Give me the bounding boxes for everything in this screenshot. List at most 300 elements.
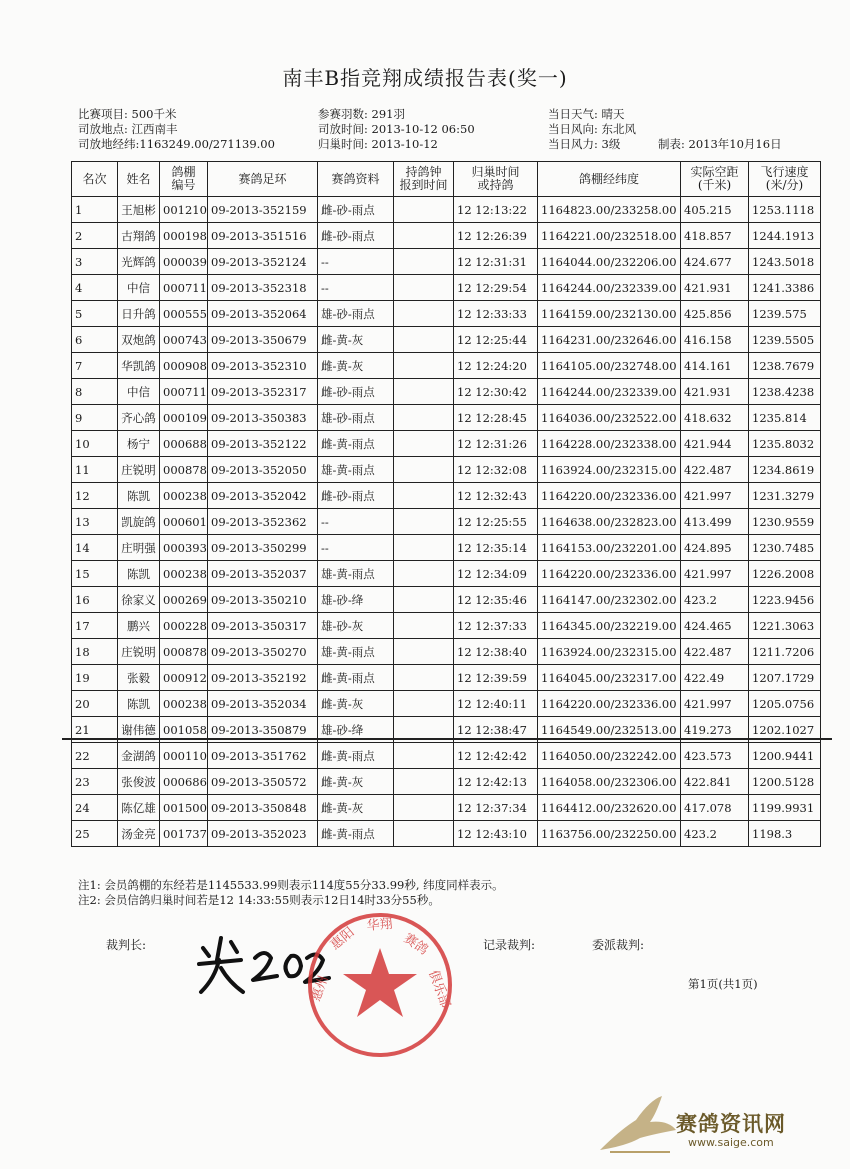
table-cell: 1239.575 [749,301,821,327]
return-time: 归巢时间: 2013-10-12 [318,137,438,151]
table-cell: 8 [72,379,118,405]
table-cell: 雄-黄-雨点 [318,561,394,587]
table-cell: 417.078 [681,795,749,821]
table-cell: 1239.5505 [749,327,821,353]
table-cell: 000269 [160,587,208,613]
table-cell: 1200.5128 [749,769,821,795]
wind-force: 当日风力: 3级 [548,137,621,151]
table-cell: 09-2013-352159 [208,197,318,223]
table-cell: 000711 [160,275,208,301]
table-row [72,197,821,223]
table-cell: 1200.9441 [749,743,821,769]
table-cell: 雄-黄-雨点 [318,639,394,665]
table-row [72,561,821,587]
table-cell: 422.487 [681,639,749,665]
results-table [71,161,821,847]
table-cell: 张毅 [118,665,160,691]
table-cell: 19 [72,665,118,691]
table-cell: 23 [72,769,118,795]
table-cell: 418.857 [681,223,749,249]
table-cell: 1164105.00/232748.00 [538,353,681,379]
table-cell: 09-2013-352192 [208,665,318,691]
table-cell: 1235.814 [749,405,821,431]
record-referee-label: 记录裁判: [483,938,536,952]
table-cell: 12 12:32:08 [454,457,538,483]
notes [78,878,504,908]
table-cell: 10 [72,431,118,457]
column-header: 赛鸽资料 [318,162,394,197]
table-cell: 421.997 [681,691,749,717]
table-cell [394,639,454,665]
table-row [72,275,821,301]
table-cell: 12 12:40:11 [454,691,538,717]
table-cell [394,665,454,691]
table-cell: 15 [72,561,118,587]
table-cell: 庄锐明 [118,457,160,483]
table-cell: 1164045.00/232317.00 [538,665,681,691]
table-cell: 1164044.00/232206.00 [538,249,681,275]
table-cell: 09-2013-350299 [208,535,318,561]
table-cell [394,457,454,483]
table-cell: 21 [72,717,118,743]
table-cell: 1164050.00/232242.00 [538,743,681,769]
column-header: 归巢时间 或持鸽 [454,162,538,197]
table-cell: 中信 [118,379,160,405]
table-cell: 09-2013-352023 [208,821,318,847]
table-row [72,249,821,275]
table-cell: 09-2013-350879 [208,717,318,743]
table-cell: 405.215 [681,197,749,223]
table-cell: 12 12:38:40 [454,639,538,665]
table-cell: 1164823.00/233258.00 [538,197,681,223]
table-row [72,457,821,483]
table-cell: 09-2013-352042 [208,483,318,509]
participants: 参赛羽数: 291羽 [318,107,405,121]
table-cell: 000878 [160,639,208,665]
table-row [72,587,821,613]
table-cell: 陈凯 [118,483,160,509]
wind-direction: 当日风向: 东北风 [548,122,637,136]
table-cell: 424.895 [681,535,749,561]
table-cell [394,301,454,327]
table-cell: 1244.1913 [749,223,821,249]
table-cell: 001058 [160,717,208,743]
table-cell: 华凯鸽 [118,353,160,379]
table-cell: 000393 [160,535,208,561]
table-row [72,509,821,535]
table-cell: 09-2013-351516 [208,223,318,249]
table-cell: 1164638.00/232823.00 [538,509,681,535]
table-cell: 423.2 [681,821,749,847]
table-cell: 古翔鸽 [118,223,160,249]
table-cell: 14 [72,535,118,561]
table-cell: 1253.1118 [749,197,821,223]
table-cell: 6 [72,327,118,353]
table-cell: 000743 [160,327,208,353]
table-cell: 1234.8619 [749,457,821,483]
table-cell: 雌-黄-雨点 [318,431,394,457]
column-header: 名次 [72,162,118,197]
table-cell [394,379,454,405]
table-cell: 1164159.00/232130.00 [538,301,681,327]
table-cell: 金湖鸽 [118,743,160,769]
table-cell [394,795,454,821]
table-cell: 1164345.00/232219.00 [538,613,681,639]
table-cell: 12 12:13:22 [454,197,538,223]
table-cell: -- [318,509,394,535]
table-cell: -- [318,275,394,301]
report-title: 南丰B指竞翔成绩报告表(奖一) [282,66,568,90]
table-cell [394,483,454,509]
note-1: 注1: 会员鸽棚的东经若是1145533.99则表示114度55分33.99秒, 纬度同样表示。 [78,878,504,892]
table-cell [394,353,454,379]
table-cell: 雌-砂-雨点 [318,483,394,509]
table-cell: 000912 [160,665,208,691]
table-row [72,379,821,405]
table-header-row [72,162,821,197]
referee-chief-label: 裁判长: [106,938,147,952]
table-cell: 双炮鸽 [118,327,160,353]
table-cell: 汤金亮 [118,821,160,847]
table-cell [394,535,454,561]
table-cell: 1230.9559 [749,509,821,535]
table-cell: 000686 [160,769,208,795]
table-cell [394,249,454,275]
table-cell: 12 [72,483,118,509]
table-cell: 09-2013-352037 [208,561,318,587]
table-cell: 1207.1729 [749,665,821,691]
table-cell: 09-2013-352124 [208,249,318,275]
table-cell: 雌-黄-灰 [318,769,394,795]
table-cell: 4 [72,275,118,301]
column-header: 赛鸽足环 [208,162,318,197]
table-cell: 1238.7679 [749,353,821,379]
table-cell: 000228 [160,613,208,639]
table-cell: 12 12:38:47 [454,717,538,743]
table-row [72,535,821,561]
table-cell: 22 [72,743,118,769]
table-cell: 09-2013-352122 [208,431,318,457]
table-row [72,405,821,431]
table-cell: 雄-砂-灰 [318,613,394,639]
table-cell: 1164058.00/232306.00 [538,769,681,795]
table-row [72,353,821,379]
table-cell: 12 12:25:44 [454,327,538,353]
table-cell: 1164228.00/232338.00 [538,431,681,457]
table-row [72,613,821,639]
table-cell: 鹏兴 [118,613,160,639]
table-cell: 1164153.00/232201.00 [538,535,681,561]
table-cell: 1235.8032 [749,431,821,457]
table-cell: 1164549.00/232513.00 [538,717,681,743]
table-cell: 12 12:31:31 [454,249,538,275]
table-cell: 24 [72,795,118,821]
table-cell: 18 [72,639,118,665]
table-row [72,821,821,847]
table-cell: 雄-砂-绛 [318,587,394,613]
table-cell: 1243.5018 [749,249,821,275]
table-cell: 12 12:35:46 [454,587,538,613]
table-cell: 雌-砂-雨点 [318,379,394,405]
table-cell [394,275,454,301]
table-row [72,795,821,821]
column-header: 姓名 [118,162,160,197]
table-cell: 09-2013-352318 [208,275,318,301]
table-cell: 庄明强 [118,535,160,561]
table-cell [394,821,454,847]
table-cell: 000238 [160,691,208,717]
table-cell: 09-2013-350270 [208,639,318,665]
column-header: 持鸽钟 报到时间 [394,162,454,197]
table-cell: 张俊波 [118,769,160,795]
table-cell: 09-2013-350848 [208,795,318,821]
table-cell: 中信 [118,275,160,301]
table-cell: 414.161 [681,353,749,379]
table-cell: 13 [72,509,118,535]
table-cell: 1164221.00/232518.00 [538,223,681,249]
table-cell: 000109 [160,405,208,431]
table-cell: 1238.4238 [749,379,821,405]
table-cell: 12 12:34:09 [454,561,538,587]
table-cell: 000039 [160,249,208,275]
table-cell: 陈凯 [118,691,160,717]
table-cell: 雌-黄-灰 [318,795,394,821]
table-row [72,223,821,249]
table-cell: 1221.3063 [749,613,821,639]
delegate-referee-label: 委派裁判: [592,938,645,952]
table-cell: 齐心鸽 [118,405,160,431]
table-cell: 001737 [160,821,208,847]
table-cell: 09-2013-352317 [208,379,318,405]
table-cell: 12 12:31:26 [454,431,538,457]
table-cell: 雌-黄-雨点 [318,821,394,847]
table-cell: 419.273 [681,717,749,743]
table-cell: 12 12:35:14 [454,535,538,561]
table-cell: 1223.9456 [749,587,821,613]
table-cell: 雄-砂-绛 [318,717,394,743]
release-coords: 司放地经纬:1163249.00/271139.00 [78,137,275,151]
table-cell [394,561,454,587]
table-cell: 雄-砂-雨点 [318,301,394,327]
svg-text:惠阳: 惠阳 [327,924,358,954]
table-cell: 20 [72,691,118,717]
table-cell: 12 12:37:34 [454,795,538,821]
table-row [72,665,821,691]
table-cell: 12 12:42:13 [454,769,538,795]
made-date: 制表: 2013年10月16日 [658,137,782,151]
table-cell: 陈凯 [118,561,160,587]
table-cell: 000908 [160,353,208,379]
table-cell: 徐家义 [118,587,160,613]
table-row [72,769,821,795]
table-cell: 421.931 [681,275,749,301]
table-cell: 09-2013-350317 [208,613,318,639]
table-cell: 1164231.00/232646.00 [538,327,681,353]
table-cell: 1231.3279 [749,483,821,509]
watermark-name: 赛鸽资讯网 [676,1112,786,1136]
column-header: 鸽棚 编号 [160,162,208,197]
table-cell: 000688 [160,431,208,457]
table-cell: 3 [72,249,118,275]
table-cell: 09-2013-352362 [208,509,318,535]
table-cell: 1 [72,197,118,223]
table-cell: 1164220.00/232336.00 [538,483,681,509]
release-time: 司放时间: 2013-10-12 06:50 [318,122,475,136]
table-cell: 424.677 [681,249,749,275]
table-cell: 000238 [160,483,208,509]
table-cell: 425.856 [681,301,749,327]
table-cell: 庄锐明 [118,639,160,665]
table-cell: 001500 [160,795,208,821]
table-cell: 1241.3386 [749,275,821,301]
table-cell: 1164220.00/232336.00 [538,561,681,587]
table-cell: 凯旋鸽 [118,509,160,535]
table-cell [394,197,454,223]
table-cell: 12 12:37:33 [454,613,538,639]
svg-text:俱乐部: 俱乐部 [425,968,453,1011]
table-cell: 雌-黄-灰 [318,353,394,379]
table-cell: 000878 [160,457,208,483]
table-cell: 雌-黄-雨点 [318,743,394,769]
table-cell: 7 [72,353,118,379]
table-cell: 09-2013-350679 [208,327,318,353]
table-cell: 423.573 [681,743,749,769]
table-cell: 09-2013-352034 [208,691,318,717]
table-row [72,431,821,457]
table-cell: 12 12:25:55 [454,509,538,535]
table-body [72,197,821,847]
table-cell: 000238 [160,561,208,587]
table-cell: 12 12:42:42 [454,743,538,769]
table-cell: 杨宁 [118,431,160,457]
table-cell [394,405,454,431]
table-cell: 422.49 [681,665,749,691]
table-cell: 000711 [160,379,208,405]
table-cell: 12 12:39:59 [454,665,538,691]
table-cell: 25 [72,821,118,847]
table-cell [394,223,454,249]
column-header: 实际空距 (千米) [681,162,749,197]
table-cell: 1205.0756 [749,691,821,717]
table-cell [394,431,454,457]
table-row [72,327,821,353]
table-cell: 000110 [160,743,208,769]
svg-text:赛鸽: 赛鸽 [400,930,431,959]
table-cell: 1164036.00/232522.00 [538,405,681,431]
table-cell: 谢伟德 [118,717,160,743]
table-cell: 雄-黄-雨点 [318,457,394,483]
note-2: 注2: 会员信鸽归巢时间若是12 14:33:55则表示12日14时33分55秒。 [78,893,440,907]
table-cell: 413.499 [681,509,749,535]
table-cell: 5 [72,301,118,327]
table-cell [394,769,454,795]
table-cell: 光辉鸽 [118,249,160,275]
table-cell: 418.632 [681,405,749,431]
table-cell: 17 [72,613,118,639]
table-cell: 1164244.00/232339.00 [538,275,681,301]
table-cell: 000198 [160,223,208,249]
table-cell: 421.997 [681,483,749,509]
table-cell: 11 [72,457,118,483]
table-cell: 2 [72,223,118,249]
table-cell: 1164220.00/232336.00 [538,691,681,717]
table-cell: 12 12:32:43 [454,483,538,509]
club-seal-stamp [305,910,455,1060]
table-cell: 雄-砂-雨点 [318,405,394,431]
table-cell: 王旭彬 [118,197,160,223]
table-cell: 16 [72,587,118,613]
table-cell: 1164147.00/232302.00 [538,587,681,613]
table-cell: 000601 [160,509,208,535]
table-cell: 421.997 [681,561,749,587]
svg-text:惠州: 惠州 [308,973,332,1004]
table-cell: 12 12:24:20 [454,353,538,379]
table-cell: 雌-黄-灰 [318,691,394,717]
table-cell: 421.944 [681,431,749,457]
column-header: 飞行速度 (米/分) [749,162,821,197]
table-cell: -- [318,249,394,275]
table-row [72,301,821,327]
table-cell: 09-2013-351762 [208,743,318,769]
table-cell: 001210 [160,197,208,223]
table-cell: 1163756.00/232250.00 [538,821,681,847]
table-cell: 1199.9931 [749,795,821,821]
table-cell: 09-2013-352050 [208,457,318,483]
table-cell: 422.841 [681,769,749,795]
page-number: 第1页(共1页) [688,977,758,991]
table-cell: 422.487 [681,457,749,483]
table-cell: 1198.3 [749,821,821,847]
race-item: 比赛项目: 500千米 [78,107,177,121]
table-row [72,639,821,665]
table-cell: 日升鸽 [118,301,160,327]
table-cell: 陈亿雄 [118,795,160,821]
table-cell: 12 12:28:45 [454,405,538,431]
table-cell: 1202.1027 [749,717,821,743]
table-cell [394,743,454,769]
table-cell: 12 12:30:42 [454,379,538,405]
table-row [72,483,821,509]
table-cell: 09-2013-350572 [208,769,318,795]
table-cell: 12 12:43:10 [454,821,538,847]
table-cell [394,327,454,353]
table-cell [394,613,454,639]
release-place: 司放地点: 江西南丰 [78,122,178,136]
table-cell: 424.465 [681,613,749,639]
table-cell: 1230.7485 [749,535,821,561]
table-cell: 12 12:29:54 [454,275,538,301]
table-cell: 416.158 [681,327,749,353]
table-cell [394,587,454,613]
weather: 当日天气: 晴天 [548,107,625,121]
race-info [78,106,828,152]
table-cell [394,691,454,717]
table-cell: 雌-黄-灰 [318,327,394,353]
column-header: 鸽棚经纬度 [538,162,681,197]
table-cell: 09-2013-350210 [208,587,318,613]
table-cell: 1163924.00/232315.00 [538,457,681,483]
table-cell: 1226.2008 [749,561,821,587]
table-cell: 09-2013-352310 [208,353,318,379]
table-cell: -- [318,535,394,561]
table-cell: 1211.7206 [749,639,821,665]
table-cell: 421.931 [681,379,749,405]
svg-text:华翔: 华翔 [366,916,394,934]
table-cell: 12 12:33:33 [454,301,538,327]
table-cell: 雌-黄-雨点 [318,665,394,691]
table-cell: 1164412.00/232620.00 [538,795,681,821]
table-cell: 12 12:26:39 [454,223,538,249]
